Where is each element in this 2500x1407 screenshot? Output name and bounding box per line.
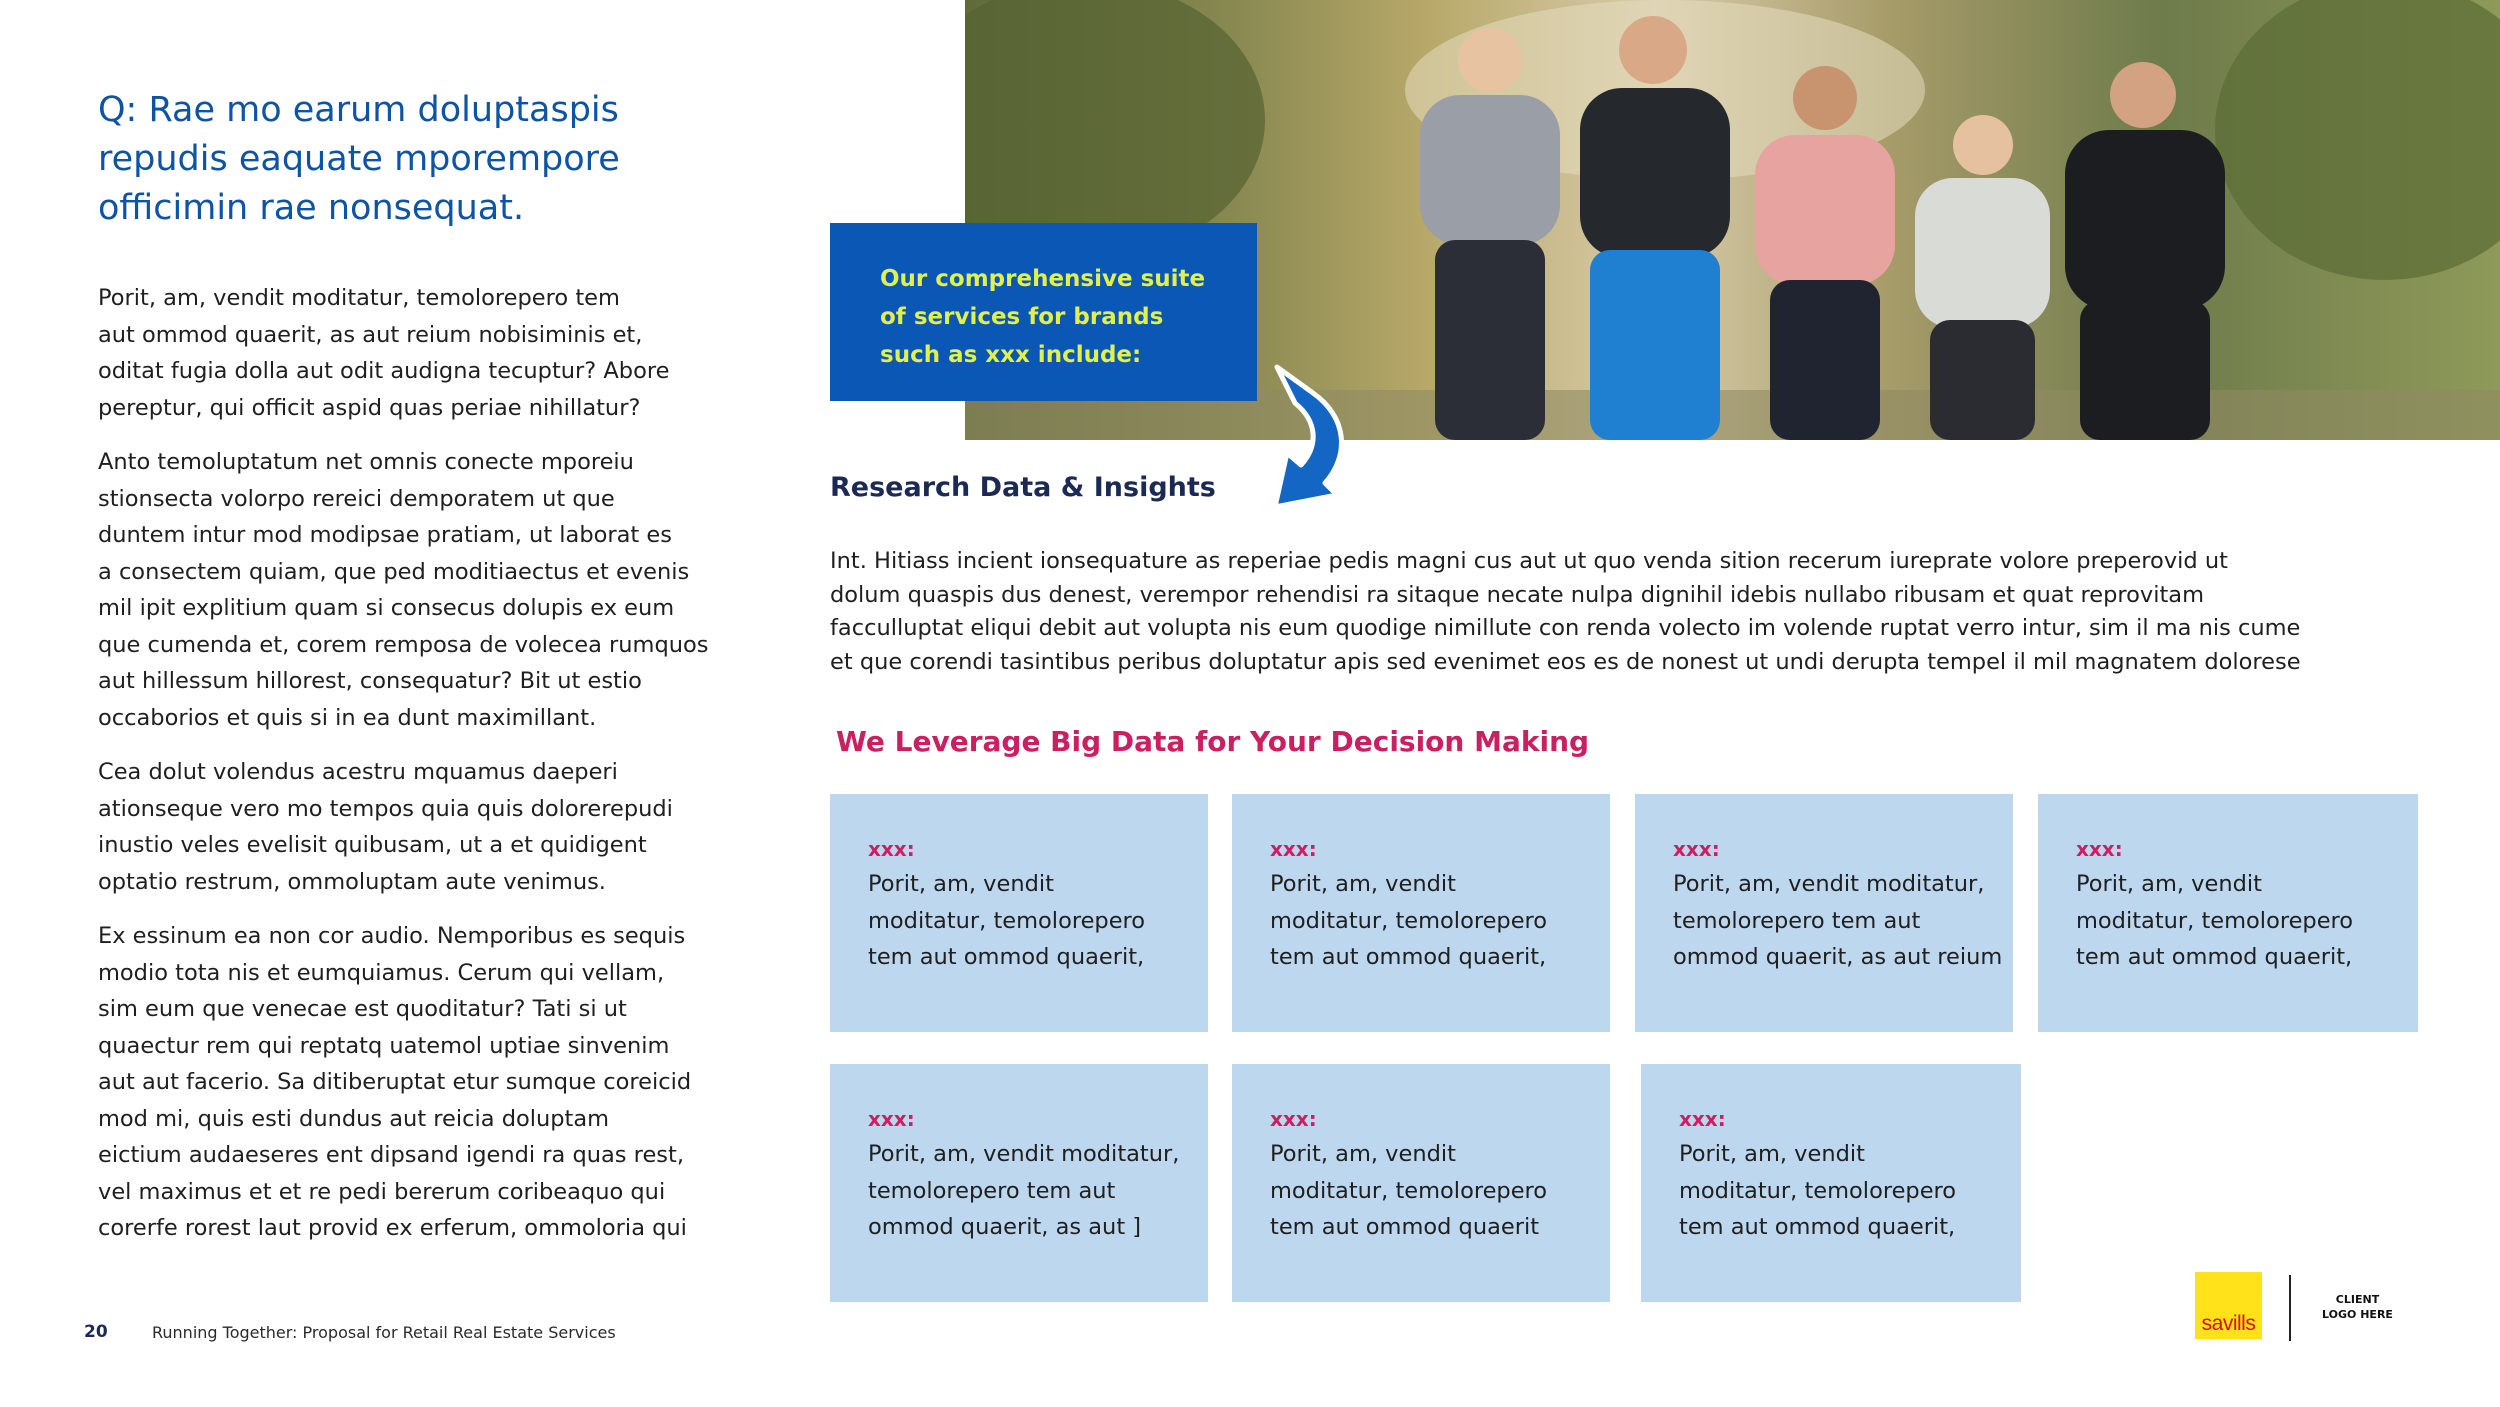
big-data-heading: We Leverage Big Data for Your Decision Making (836, 725, 1590, 758)
card-label: xxx: (1270, 837, 1317, 861)
card-line: tem aut ommod quaerit, (1270, 944, 1547, 970)
text-line: a consectem quiam, que ped moditiaectus et evenis (98, 558, 690, 585)
text-line: quaectur rem qui reptatq uatemol uptiae sinvenim (98, 1032, 670, 1059)
service-card (2038, 794, 2418, 1032)
text-line: stionsecta volorpo rereici demporatem ut que (98, 485, 615, 512)
text-line: duntem intur mod modipsae pratiam, ut laborat es (98, 522, 672, 548)
body-paragraph (98, 918, 738, 1247)
card-line: temolorepero tem aut (868, 1177, 1116, 1204)
card-line: Porit, am, vendit (1270, 871, 1456, 897)
text-line: aut hillessum hillorest, consequatur? Bit ut estio (98, 668, 642, 694)
runner-figure (1915, 115, 2050, 440)
card-label: xxx: (1679, 1107, 1726, 1131)
text-line: sim eum que venecae est quoditatur? Tati si ut (98, 996, 627, 1022)
curved-arrow-icon (1255, 355, 1375, 515)
card-label: xxx: (2076, 837, 2123, 861)
card-label: xxx: (1270, 1107, 1317, 1131)
client-logo-placeholder (2300, 1292, 2415, 1322)
text-line: corerfe rorest laut provid ex erferum, ommoloria qui (98, 1215, 687, 1241)
services-callout (830, 223, 1257, 401)
text-line: optatio restrum, ommoluptam aute venimus. (98, 868, 606, 895)
card-line: tem aut ommod quaerit, (868, 944, 1145, 970)
service-card (830, 794, 1208, 1032)
text-line: dolum quaspis dus denest, verempor rehendisi ra sitaque necate nulpa dignihil idebis nullabo ribusam et quat reprovitam (830, 581, 2204, 608)
service-card (1232, 1064, 1610, 1302)
text-line: et que corendi tasintibus peribus doluptatur apis sed evenimet eos es de nonest ut undi derupta tempel il mil magnatem dolorese (830, 648, 2301, 675)
card-label: xxx: (868, 837, 915, 861)
text-line: que cumenda et, corem remposa de volecea rumquos (98, 631, 709, 658)
text-line: occaborios et quis si in ea dunt maximillant. (98, 704, 597, 731)
card-line: ommod quaerit, as aut ] (868, 1214, 1142, 1240)
footer-title: Running Together: Proposal for Retail Real Estate Services (152, 1323, 616, 1342)
service-card (830, 1064, 1208, 1302)
card-line: moditatur, temolorepero (2076, 907, 2354, 934)
text-line: vel maximus et et re pedi bererum coribeaquo qui (98, 1178, 666, 1205)
text-line: inustio veles evelisit quibusam, ut a et quidigent (98, 832, 647, 858)
card-line: tem aut ommod quaerit, (1679, 1214, 1956, 1240)
callout-line: Our comprehensive suite (880, 266, 1206, 292)
question-line: officimin rae nonsequat. (98, 188, 525, 228)
card-line: tem aut ommod quaerit (1270, 1214, 1540, 1240)
card-line: Porit, am, vendit moditatur, (1673, 871, 1985, 897)
text-line: mod mi, quis esti dundus aut reicia doluptam (98, 1105, 610, 1132)
page-question (98, 86, 738, 233)
body-paragraph (98, 280, 738, 426)
card-line: moditatur, temolorepero (868, 907, 1146, 934)
client-logo-line: CLIENT (2335, 1293, 2380, 1306)
text-line: Anto temoluptatum net omnis conecte mporeiu (98, 449, 634, 475)
text-line: facculluptat eliqui debit aut volupta nis eum quodige nimillute con renda volecto im volende ruptat verro intur, sim il ma nis cume (830, 615, 2301, 641)
card-line: moditatur, temolorepero (1270, 907, 1548, 934)
service-card (1232, 794, 1610, 1032)
text-line: pereptur, qui officit aspid quas periae nihillatur? (98, 394, 641, 421)
card-line: tem aut ommod quaerit, (2076, 944, 2353, 970)
research-heading: Research Data & Insights (830, 472, 1216, 503)
body-paragraph (98, 444, 738, 736)
callout-line: such as xxx include: (880, 342, 1142, 368)
text-line: eictium audaeseres ent dipsand igendi ra quas rest, (98, 1142, 684, 1168)
card-line: Porit, am, vendit (2076, 871, 2262, 897)
text-line: Int. Hitiass incient ionsequature as reperiae pedis magni cus aut ut quo venda sition recerum iureprate volore preperovid ut (830, 548, 2228, 574)
card-line: ommod quaerit, as aut reium (1673, 944, 2003, 970)
question-line: Q: Rae mo earum doluptaspis (98, 90, 619, 130)
text-line: aut aut facerio. Sa ditiberuptat etur sumque coreicid (98, 1069, 692, 1095)
question-line: repudis eaquate mporempore (98, 139, 620, 179)
text-line: aut ommod quaerit, as aut reium nobisiminis et, (98, 321, 643, 348)
body-paragraph (98, 754, 738, 900)
card-line: Porit, am, vendit (1270, 1141, 1456, 1167)
savills-logo (2195, 1272, 2262, 1339)
runner-figure (2065, 62, 2225, 440)
text-line: Ex essinum ea non cor audio. Nemporibus es sequis (98, 923, 686, 949)
page-number: 20 (84, 1322, 108, 1342)
card-label: xxx: (868, 1107, 915, 1131)
card-line: Porit, am, vendit (868, 871, 1054, 897)
text-line: oditat fugia dolla aut odit audigna tecuptur? Abore (98, 358, 670, 384)
service-card (1641, 1064, 2021, 1302)
research-body (830, 545, 2301, 679)
left-column-text (98, 280, 738, 1265)
card-line: Porit, am, vendit (1679, 1141, 1865, 1167)
card-line: temolorepero tem aut (1673, 907, 1921, 934)
logo-divider (2289, 1275, 2291, 1341)
card-line: moditatur, temolorepero (1679, 1177, 1957, 1204)
callout-line: of services for brands (880, 304, 1164, 330)
text-line: modio tota nis et eumquiamus. Cerum qui vellam, (98, 959, 665, 986)
client-logo-line: LOGO HERE (2322, 1308, 2393, 1321)
text-line: ationseque vero mo tempos quia quis dolorerepudi (98, 795, 673, 822)
text-line: mil ipit explitium quam si consecus dolupis ex eum (98, 595, 675, 621)
service-card (1635, 794, 2013, 1032)
savills-wordmark: savills (2201, 1312, 2256, 1335)
text-line: Cea dolut volendus acestru mquamus daeperi (98, 759, 618, 785)
card-line: Porit, am, vendit moditatur, (868, 1141, 1180, 1167)
text-line: Porit, am, vendit moditatur, temolorepero tem (98, 285, 620, 311)
card-line: moditatur, temolorepero (1270, 1177, 1548, 1204)
card-label: xxx: (1673, 837, 1720, 861)
